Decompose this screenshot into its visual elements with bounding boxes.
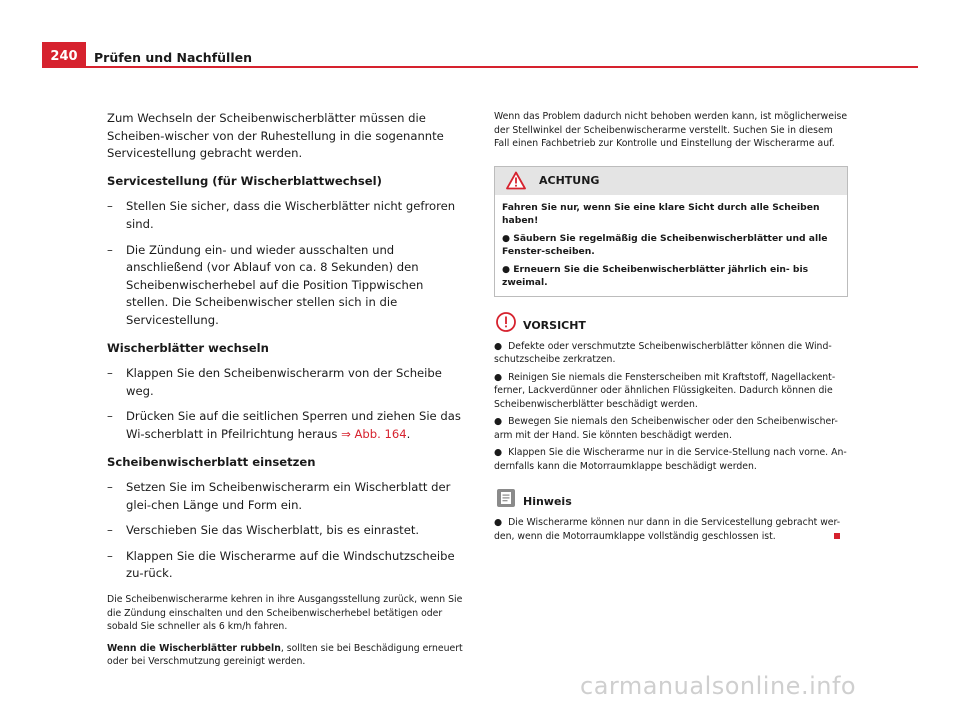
step-item xyxy=(107,242,463,330)
caution-bullet-text: Bewegen Sie niemals den Scheibenwischer oder den Scheibenwischer-arm mit der Hand. Sie könnten beschädigt werden. xyxy=(494,416,838,441)
caution-title: VORSICHT xyxy=(523,318,586,332)
figure-link[interactable]: ⇒ Abb. 164 xyxy=(341,426,407,441)
bullet-dot: ● xyxy=(494,416,503,427)
intro-text: Zum Wechseln der Scheibenwischerblätter müssen die Scheiben-wischer von der Ruhestellung in die sogenannte Servicestellung gebracht werden. xyxy=(107,111,444,161)
caution-bullet-text: Reinigen Sie niemals die Fensterscheiben mit Kraftstoff, Nagellackent-ferner, Lackverdünner oder ähnlichen Flüssigkeiten. Dadurch können die Scheibenwischerblätter beschädigt werden. xyxy=(494,371,836,410)
warning-bullet xyxy=(502,263,840,290)
warning-title: ACHTUNG xyxy=(539,173,600,187)
warning-header xyxy=(495,167,847,195)
note-rubbing-rest: , sollten sie bei Beschädigung erneuert oder bei Verschmutzung gereinigt werden. xyxy=(107,642,463,668)
bullet-dot: ● xyxy=(502,232,511,244)
step-text: Drücken Sie auf die seitlichen Sperren und ziehen Sie das Wi-scherblatt in Pfeilrichtung heraus xyxy=(126,409,461,441)
dash-marker: – xyxy=(107,366,113,381)
dash-marker: – xyxy=(107,480,113,495)
warning-triangle-icon xyxy=(506,171,526,190)
insert-heading: Scheibenwischerblatt einsetzen xyxy=(107,454,316,469)
caution-bullet xyxy=(494,415,848,442)
caution-bullet xyxy=(494,446,848,473)
step-text: Die Zündung ein- und wieder ausschalten und anschließend (vor Ablauf von ca. 8 Sekunden) den Scheibenwischerhebel auf die Position Tippwischen stellen. Die Scheibenwischer stellen sich in die Servicestellung. xyxy=(126,242,424,327)
bullet-dot: ● xyxy=(494,517,503,528)
bullet-dot: ● xyxy=(502,263,511,275)
dash-marker: – xyxy=(107,523,113,538)
header-rule xyxy=(42,66,918,68)
left-column xyxy=(107,110,463,669)
step-item xyxy=(107,365,463,400)
bullet-dot: ● xyxy=(494,371,503,383)
step-text: Klappen Sie den Scheibenwischerarm von der Scheibe weg. xyxy=(126,366,442,398)
dash-marker: – xyxy=(107,548,113,563)
step-text: Stellen Sie sicher, dass die Wischerblätter nicht gefroren sind. xyxy=(126,199,456,231)
change-heading: Wischerblätter wechseln xyxy=(107,340,269,355)
note-reset: Die Scheibenwischerarme kehren in ihre Ausgangsstellung zurück, wenn Sie die Zündung einschalten und den Scheibenwischerhebel betätigen oder sobald Sie schneller als 6 km/h fahren. xyxy=(107,594,463,633)
hint-header xyxy=(494,486,848,512)
step-text: Klappen Sie die Wischerarme auf die Windschutzscheibe zu-rück. xyxy=(126,548,455,581)
service-heading: Servicestellung (für Wischerblattwechsel) xyxy=(107,173,382,188)
warning-body xyxy=(495,195,847,296)
caution-bullet-text: Defekte oder verschmutzte Scheibenwischerblätter können die Wind-schutzscheibe zerkratzen. xyxy=(494,340,832,365)
section-end-marker xyxy=(834,533,840,539)
step-item xyxy=(107,198,463,233)
warning-bullet-text: Säubern Sie regelmäßig die Scheibenwischerblätter und alle Fenster-scheiben. xyxy=(502,232,828,257)
caution-header xyxy=(494,310,848,336)
bullet-dot: ● xyxy=(494,447,503,458)
caution-bullet-text: Klappen Sie die Wischerarme nur in die Service-Stellung nach vorne. An-dernfalls kann die Motorraumklappe beschädigt werden. xyxy=(494,447,847,472)
step-item xyxy=(107,522,463,540)
step-item xyxy=(107,408,463,443)
dash-marker: – xyxy=(107,409,113,424)
bullet-dot: ● xyxy=(494,340,503,352)
note-rubbing-bold: Wenn die Wischerblätter rubbeln xyxy=(107,642,281,654)
period: . xyxy=(406,426,411,441)
warning-bullet-text: Erneuern Sie die Scheibenwischerblätter jährlich ein- bis zweimal. xyxy=(502,263,809,288)
warning-box xyxy=(494,166,848,297)
warning-bullet xyxy=(502,232,840,259)
right-column xyxy=(494,110,848,543)
hint-title: Hinweis xyxy=(523,495,572,508)
dash-marker: – xyxy=(107,242,113,257)
right-intro: Wenn das Problem dadurch nicht behoben werden kann, ist möglicherweise der Stellwinkel der Scheibenwischerarme verstellt. Suchen Sie in diesem Fall einen Fachbetrieb zur Kontrolle und Einstellung der Wischerarme auf. xyxy=(494,111,848,149)
step-item xyxy=(107,479,463,514)
note-document-icon xyxy=(496,488,516,508)
note-rubbing xyxy=(107,642,463,669)
step-text: Verschieben Sie das Wischerblatt, bis es einrastet. xyxy=(126,523,420,538)
caution-exclamation-icon xyxy=(496,312,516,332)
hint-bullet-text: Die Wischerarme können nur dann in die Servicestellung gebracht wer-den, wenn die Motorraumklappe vollständig geschlossen ist. xyxy=(494,517,841,542)
chapter-title: Prüfen und Nachfüllen xyxy=(94,50,252,65)
dash-marker: – xyxy=(107,199,113,214)
hint-bullet xyxy=(494,516,848,543)
page-number: 240 xyxy=(42,42,86,68)
warning-lead: Fahren Sie nur, wenn Sie eine klare Sicht durch alle Scheiben haben! xyxy=(502,201,820,226)
page-header xyxy=(42,42,918,68)
caution-bullet xyxy=(494,371,848,412)
step-item xyxy=(107,548,463,583)
step-text: Setzen Sie im Scheibenwischerarm ein Wischerblatt der glei-chen Länge und Form ein. xyxy=(126,480,451,512)
caution-bullet xyxy=(494,340,848,367)
watermark: carmanualsonline.info xyxy=(580,672,857,700)
